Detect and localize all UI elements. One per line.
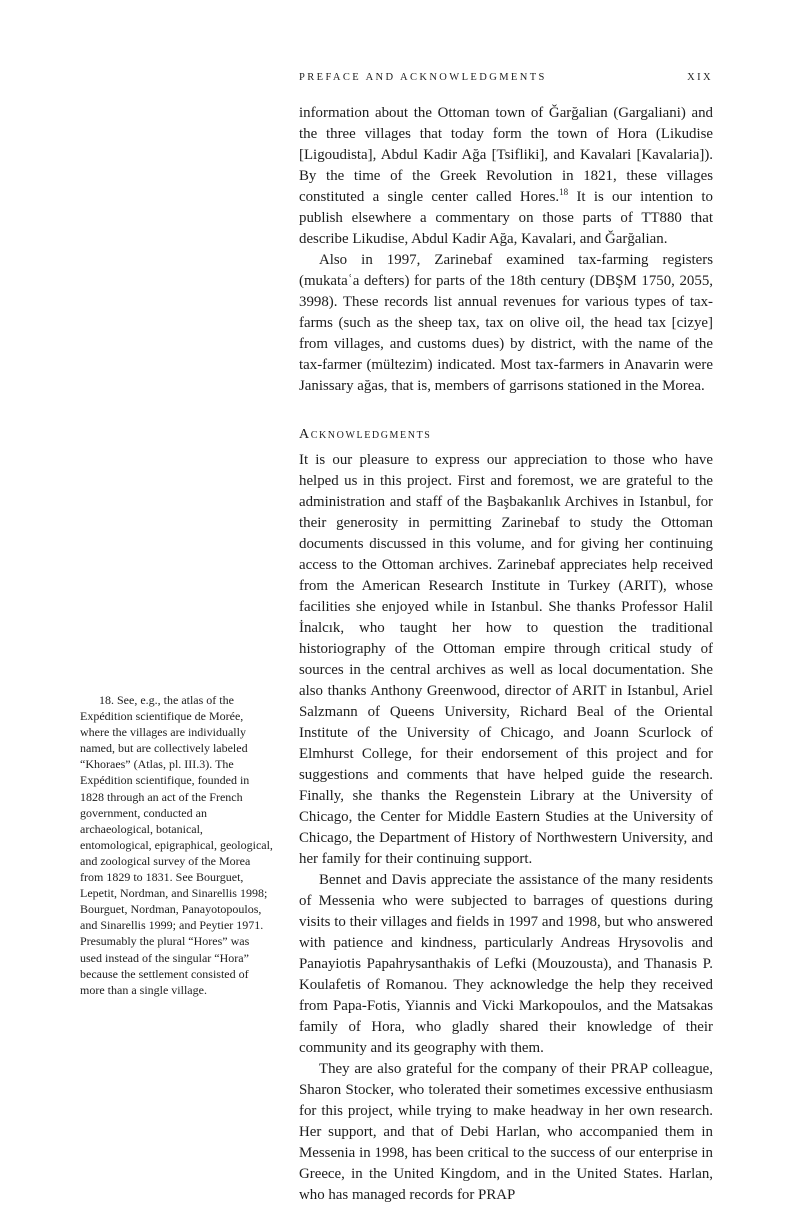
paragraph-messenia: Bennet and Davis appreciate the assistance of the many residents of Messenia who were subjected to barrages of questions during visits to their villages and fields in 1997 and 1998, but who answered with patience and kindness, particularly Andreas Hrysovolis and Panayiotis Papahrysanthakis of Lefki (Mouzousta), and Thanasis P. Koulafetis of Romanou. They acknowledge the help they received from Papa-Fotis, Yiannis and Vicki Markopoulos, and the Matsakas family of Hora, who gladly shared their knowledge of their community and its geography with them. [299,872,713,1056]
paragraph-tax-farming: Also in 1997, Zarinebaf examined tax-farming registers (mukataʿa defters) for parts of the 18th century (DBŞM 1750, 2055, 3998). These records list annual revenues for various types of tax-farms (such as the sheep tax, tax on olive oil, the head tax [cizye] from villages, and customs dues) by district, with the name of the tax-farmer (mültezim) indicated. Most tax-farmers in Anavarin were Janissary ağas, that is, members of garrisons stationed in the Morea. [299,252,713,394]
paragraph-ottoman-town [299,103,713,250]
running-title: PREFACE AND ACKNOWLEDGMENTS [299,72,547,83]
paragraph-text: It is our intention to publish elsewhere a commentary on those parts of TT880 that describe Likudise, Abdul Kadir Ağa, Kavalari, and Ğarğalian. [299,189,713,247]
footnote-reference[interactable]: 18 [559,187,569,198]
paragraph-prap: They are also grateful for the company of their PRAP colleague, Sharon Stocker, who tolerated their sometimes excessive enthusiasm for this project, while trying to make headway in her own research. Her support, and that of Debi Harlan, who accompanied them in Messenia in 1998, has been critical to the success of our enterprise in Greece, in the United Kingdom, and in the United States. Harlan, who has managed records for PRAP [299,1061,713,1203]
footnote-18: 18. See, e.g., the atlas of the Expédition scientifique de Morée, where the villages are individually named, but are collectively labeled “Khoraes” (Atlas, pl. III.3). The Expédition scientifique, founded in 1828 through an act of the French government, conducted an archaeological, botanical, entomological, epigraphical, geological, and zoological survey of the Morea from 1829 to 1831. See Bourguet, Lepetit, Nordman, and Sinarellis 1998; Bourguet, Nordman, Panayotopoulos, and Sinarellis 1999; and Peytier 1971. Presumably the plural “Hores” was used instead of the singular “Hora” because the settlement consisted of more than a single village. [80,693,273,997]
running-head [299,72,713,83]
paragraph-archives: It is our pleasure to express our appreciation to those who have helped us in this project. First and foremost, we are grateful to the administration and staff of the Başbakanlık Archives in Istanbul, for their generosity in permitting Zarinebaf to study the Ottoman documents discussed in this volume, and for giving her continuing access to the Ottoman archives. Zarinebaf appreciates help received from the American Research Institute in Turkey (ARIT), whose facilities she enjoyed while in Istanbul. She thanks Professor Halil İnalcık, who taught her how to question the traditional historiography of the Ottoman empire through critical study of sources in the central archives as well as local documentation. She also thanks Anthony Greenwood, director of ARIT in Istanbul, Ariel Salzmann of Queens University, Richard Beal of the Oriental Institute of the University of Chicago, and Joann Scurlock of Elmhurst College, for their endorsement of this project and for suggestions and comments that have helped guide the research. Finally, she thanks the Regenstein Library at the University of Chicago, the Center for Middle Eastern Studies at the University of Chicago, the Department of History of Northwestern University, and her family for their continuing support. [299,452,713,867]
main-text-column [299,103,713,1206]
paragraph-text: information about the Ottoman town of Ğarğalian (Gargaliani) and the three villages that today form the town of Hora (Likudise [Ligoudista], Abdul Kadir Ağa [Tsifliki], and Kavalari [Kavalaria]). By the time of the Greek Revolution in 1821, these villages constituted a single center called Hores. [299,105,713,205]
section-heading-acknowledgments: Acknowledgments [299,427,432,442]
page-number: XIX [687,72,713,83]
